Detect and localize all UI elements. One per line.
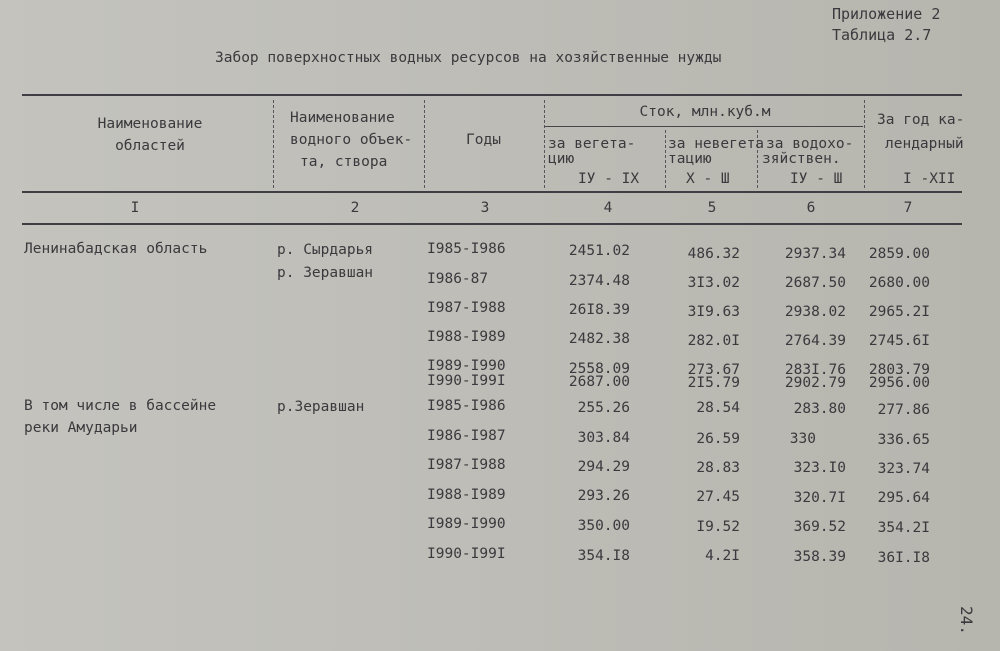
year-cell: I990-I99I xyxy=(427,546,506,562)
col-divider-2 xyxy=(424,100,425,188)
veg-cell: 255.26 xyxy=(577,400,630,416)
water-year-cell: 323.I0 xyxy=(793,460,846,476)
year-cell: I990-I99I xyxy=(427,373,506,389)
water-year-cell: 283.80 xyxy=(793,401,846,417)
water-object-name: р. Сырдарья xyxy=(277,242,374,258)
column-number-6: 6 xyxy=(806,200,816,216)
calendar-year-cell: 2859.00 xyxy=(868,246,930,262)
col-divider-4 xyxy=(665,130,666,188)
calendar-year-cell: 2965.2I xyxy=(868,304,930,320)
veg-cell: 350.00 xyxy=(577,518,630,534)
header-years: Годы xyxy=(466,132,501,148)
col-divider-3 xyxy=(544,100,545,188)
column-number-2: 2 xyxy=(350,200,360,216)
nonveg-cell: 28.54 xyxy=(696,400,740,416)
header-region-line1: Наименование xyxy=(97,116,203,132)
calendar-year-cell: 2803.79 xyxy=(868,362,930,378)
water-year-cell: 2937.34 xyxy=(784,246,846,262)
rule-runoff-under xyxy=(545,126,863,127)
nonveg-cell: 27.45 xyxy=(696,489,740,505)
nonveg-cell: 282.0I xyxy=(687,333,740,349)
water-object-name: р.Зеравшан xyxy=(277,399,365,415)
veg-cell: 354.I8 xyxy=(577,548,630,564)
header-year-line1: За год ка- xyxy=(877,112,965,128)
header-region-line2: областей xyxy=(115,138,185,154)
calendar-year-cell: 2956.00 xyxy=(868,375,930,391)
veg-cell: 294.29 xyxy=(577,459,630,475)
year-cell: I988-I989 xyxy=(427,487,506,503)
year-cell: I987-I988 xyxy=(427,300,506,316)
header-object-line2: водного объек- xyxy=(290,132,413,148)
year-cell: I985-I986 xyxy=(427,241,506,257)
header-water-period: IУ - Ш xyxy=(790,171,843,187)
header-nonveg-line2: тацию xyxy=(668,151,712,167)
year-cell: I989-I990 xyxy=(427,358,506,374)
veg-cell: 2374.48 xyxy=(568,273,630,289)
calendar-year-cell: 36I.I8 xyxy=(877,550,930,566)
header-veg-line2: цию xyxy=(548,151,575,167)
veg-cell: 2558.09 xyxy=(568,361,630,377)
rule-top xyxy=(22,94,962,96)
calendar-year-cell: 295.64 xyxy=(877,490,930,506)
header-nonveg-period: Х - Ш xyxy=(686,171,730,187)
column-number-1: I xyxy=(130,200,140,216)
water-object-name: р. Зеравшан xyxy=(277,265,374,281)
nonveg-cell: I9.52 xyxy=(696,519,740,535)
region-name: реки Амударьи xyxy=(24,420,138,436)
header-year-period: I -XII xyxy=(903,171,956,187)
header-water-line1: за водохо- xyxy=(766,136,854,152)
table-title: Забор поверхностных водных ресурсов на хозяйственные нужды xyxy=(215,50,722,66)
nonveg-cell: 4.2I xyxy=(705,548,740,564)
rule-numbers-bottom xyxy=(22,223,962,225)
year-cell: I988-I989 xyxy=(427,329,506,345)
column-number-3: 3 xyxy=(480,200,490,216)
water-year-cell: 2902.79 xyxy=(784,375,846,391)
header-object-line1: Наименование xyxy=(290,110,395,126)
nonveg-cell: 3I3.02 xyxy=(687,275,740,291)
veg-cell: 2451.02 xyxy=(568,243,630,259)
header-veg-period: IУ - IX xyxy=(578,171,640,187)
column-number-4: 4 xyxy=(603,200,613,216)
calendar-year-cell: 354.2I xyxy=(877,520,930,536)
header-nonveg-line1: за невегета xyxy=(668,136,765,152)
header-runoff: Сток, млн.куб.м xyxy=(639,104,771,120)
calendar-year-cell: 277.86 xyxy=(877,402,930,418)
year-cell: I986-I987 xyxy=(427,428,506,444)
veg-cell: 303.84 xyxy=(577,430,630,446)
veg-cell: 2687.00 xyxy=(568,374,630,390)
year-cell: I985-I986 xyxy=(427,398,506,414)
appendix-label: Приложение 2 xyxy=(832,5,941,23)
water-year-cell: 2764.39 xyxy=(784,333,846,349)
header-veg-line1: за вегета- xyxy=(548,136,636,152)
veg-cell: 26I8.39 xyxy=(568,302,630,318)
water-year-cell: 2687.50 xyxy=(784,275,846,291)
nonveg-cell: 2I5.79 xyxy=(687,375,740,391)
rule-header-bottom xyxy=(22,191,962,193)
nonveg-cell: 26.59 xyxy=(696,431,740,447)
water-year-cell: 320.7I xyxy=(793,490,846,506)
nonveg-cell: 486.32 xyxy=(687,246,740,262)
table-label: Таблица 2.7 xyxy=(832,26,932,44)
page-number: 24. xyxy=(956,606,976,635)
calendar-year-cell: 2745.6I xyxy=(868,333,930,349)
calendar-year-cell: 2680.00 xyxy=(868,275,930,291)
nonveg-cell: 3I9.63 xyxy=(687,304,740,320)
region-name: В том числе в бассейне xyxy=(24,398,217,414)
water-year-cell: 330 xyxy=(789,431,816,447)
column-number-5: 5 xyxy=(707,200,717,216)
nonveg-cell: 273.67 xyxy=(687,362,740,378)
header-object-line3: та, створа xyxy=(300,154,388,170)
water-year-cell: 358.39 xyxy=(793,549,846,565)
water-year-cell: 283I.76 xyxy=(784,362,846,378)
header-year-line2: лендарный xyxy=(885,136,964,152)
col-divider-1 xyxy=(273,100,274,188)
calendar-year-cell: 336.65 xyxy=(877,432,930,448)
region-name: Ленинабадская область xyxy=(24,241,208,257)
calendar-year-cell: 323.74 xyxy=(877,461,930,477)
water-year-cell: 2938.02 xyxy=(784,304,846,320)
col-divider-6 xyxy=(864,100,865,188)
veg-cell: 293.26 xyxy=(577,488,630,504)
nonveg-cell: 28.83 xyxy=(696,460,740,476)
year-cell: I989-I990 xyxy=(427,516,506,532)
column-number-7: 7 xyxy=(903,200,913,216)
veg-cell: 2482.38 xyxy=(568,331,630,347)
water-year-cell: 369.52 xyxy=(793,519,846,535)
year-cell: I987-I988 xyxy=(427,457,506,473)
header-water-line2: зяйствен. xyxy=(762,151,841,167)
year-cell: I986-87 xyxy=(427,271,489,287)
